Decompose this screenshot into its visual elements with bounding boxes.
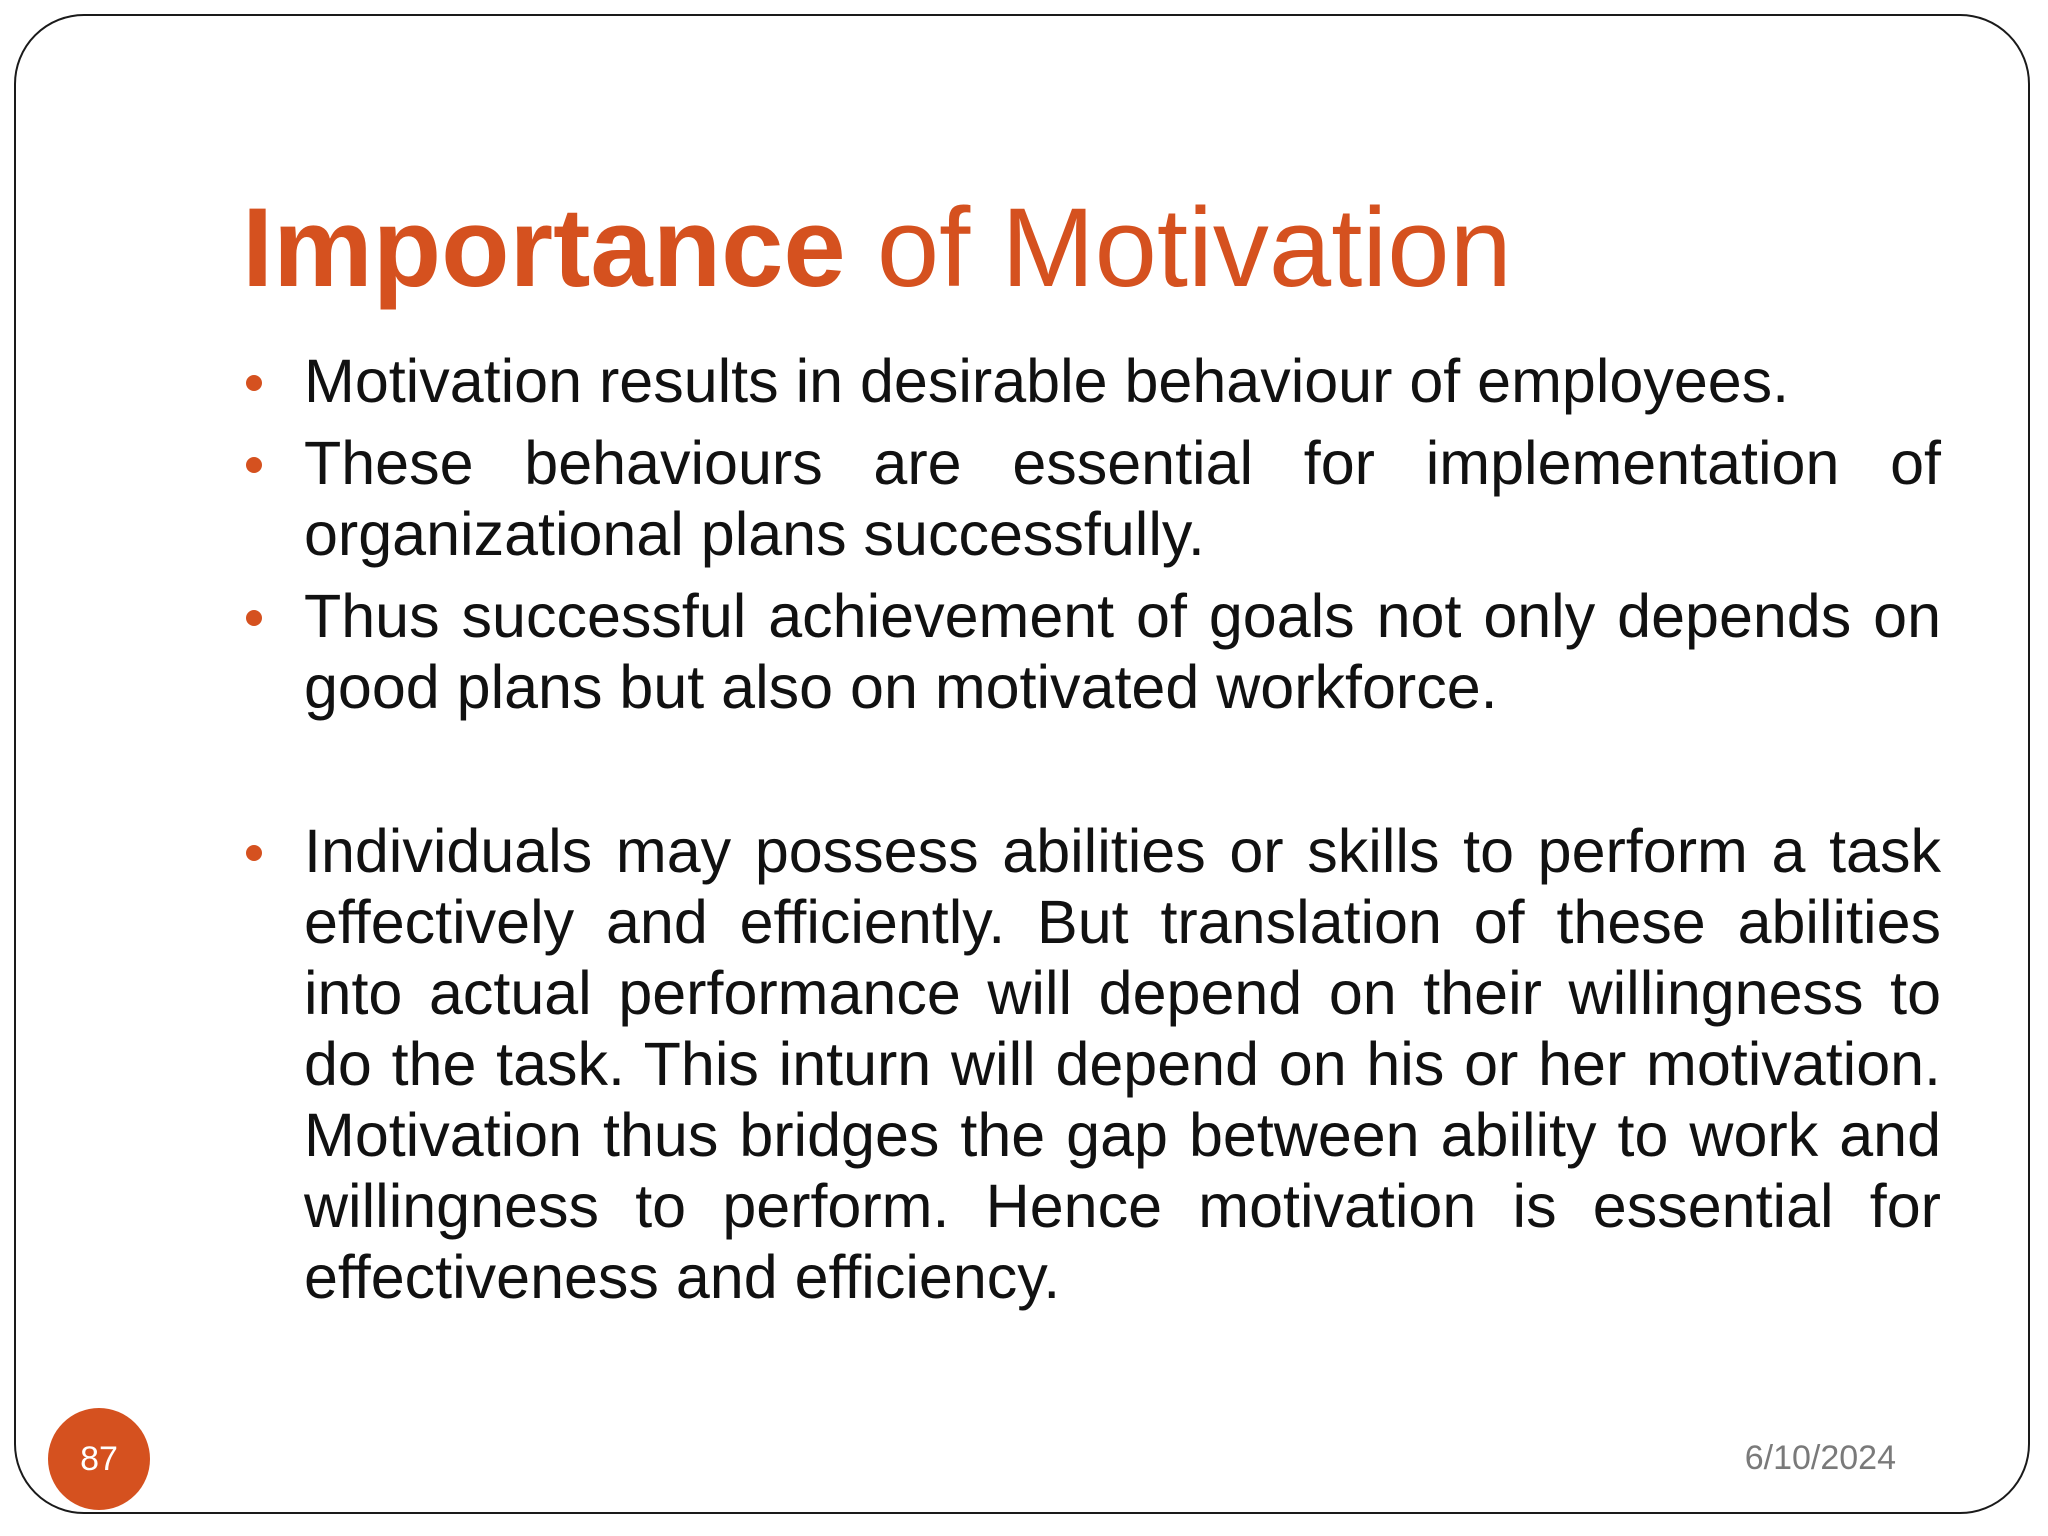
bullet-dot-icon (246, 375, 262, 391)
slide-title-rest: of Motivation (845, 185, 1512, 310)
slide-title (242, 185, 1512, 310)
bullet-dot-icon (246, 610, 262, 626)
bullet-text: Thus successful achievement of goals not only depends on good plans but also on motivated workforce. (304, 582, 1941, 721)
bullet-item (246, 816, 1941, 1313)
slide-number-badge: 87 (48, 1408, 150, 1510)
bullet-list (246, 346, 1941, 1313)
bullet-text: Motivation results in desirable behaviour of employees. (304, 347, 1790, 415)
bullet-item (246, 428, 1941, 570)
bullet-text: Individuals may possess abilities or skills to perform a task effectively and efficiently. But translation of these abilities into actual performance will depend on their willingness to do the task. This inturn will depend on his or her motivation. Motivation thus bridges the gap between ability to work and willingness to perform. Hence motivation is essential for effectiveness and efficiency. (304, 817, 1941, 1311)
slide-date: 6/10/2024 (1744, 1439, 1896, 1477)
bullet-item (246, 346, 1941, 417)
slide-frame (14, 14, 2030, 1514)
slide-title-bold: Importance (242, 185, 846, 310)
bullet-text: These behaviours are essential for implementation of organizational plans successfully. (304, 429, 1941, 568)
bullet-dot-icon (246, 845, 262, 861)
bullet-dot-icon (246, 457, 262, 473)
bullet-item (246, 581, 1941, 723)
